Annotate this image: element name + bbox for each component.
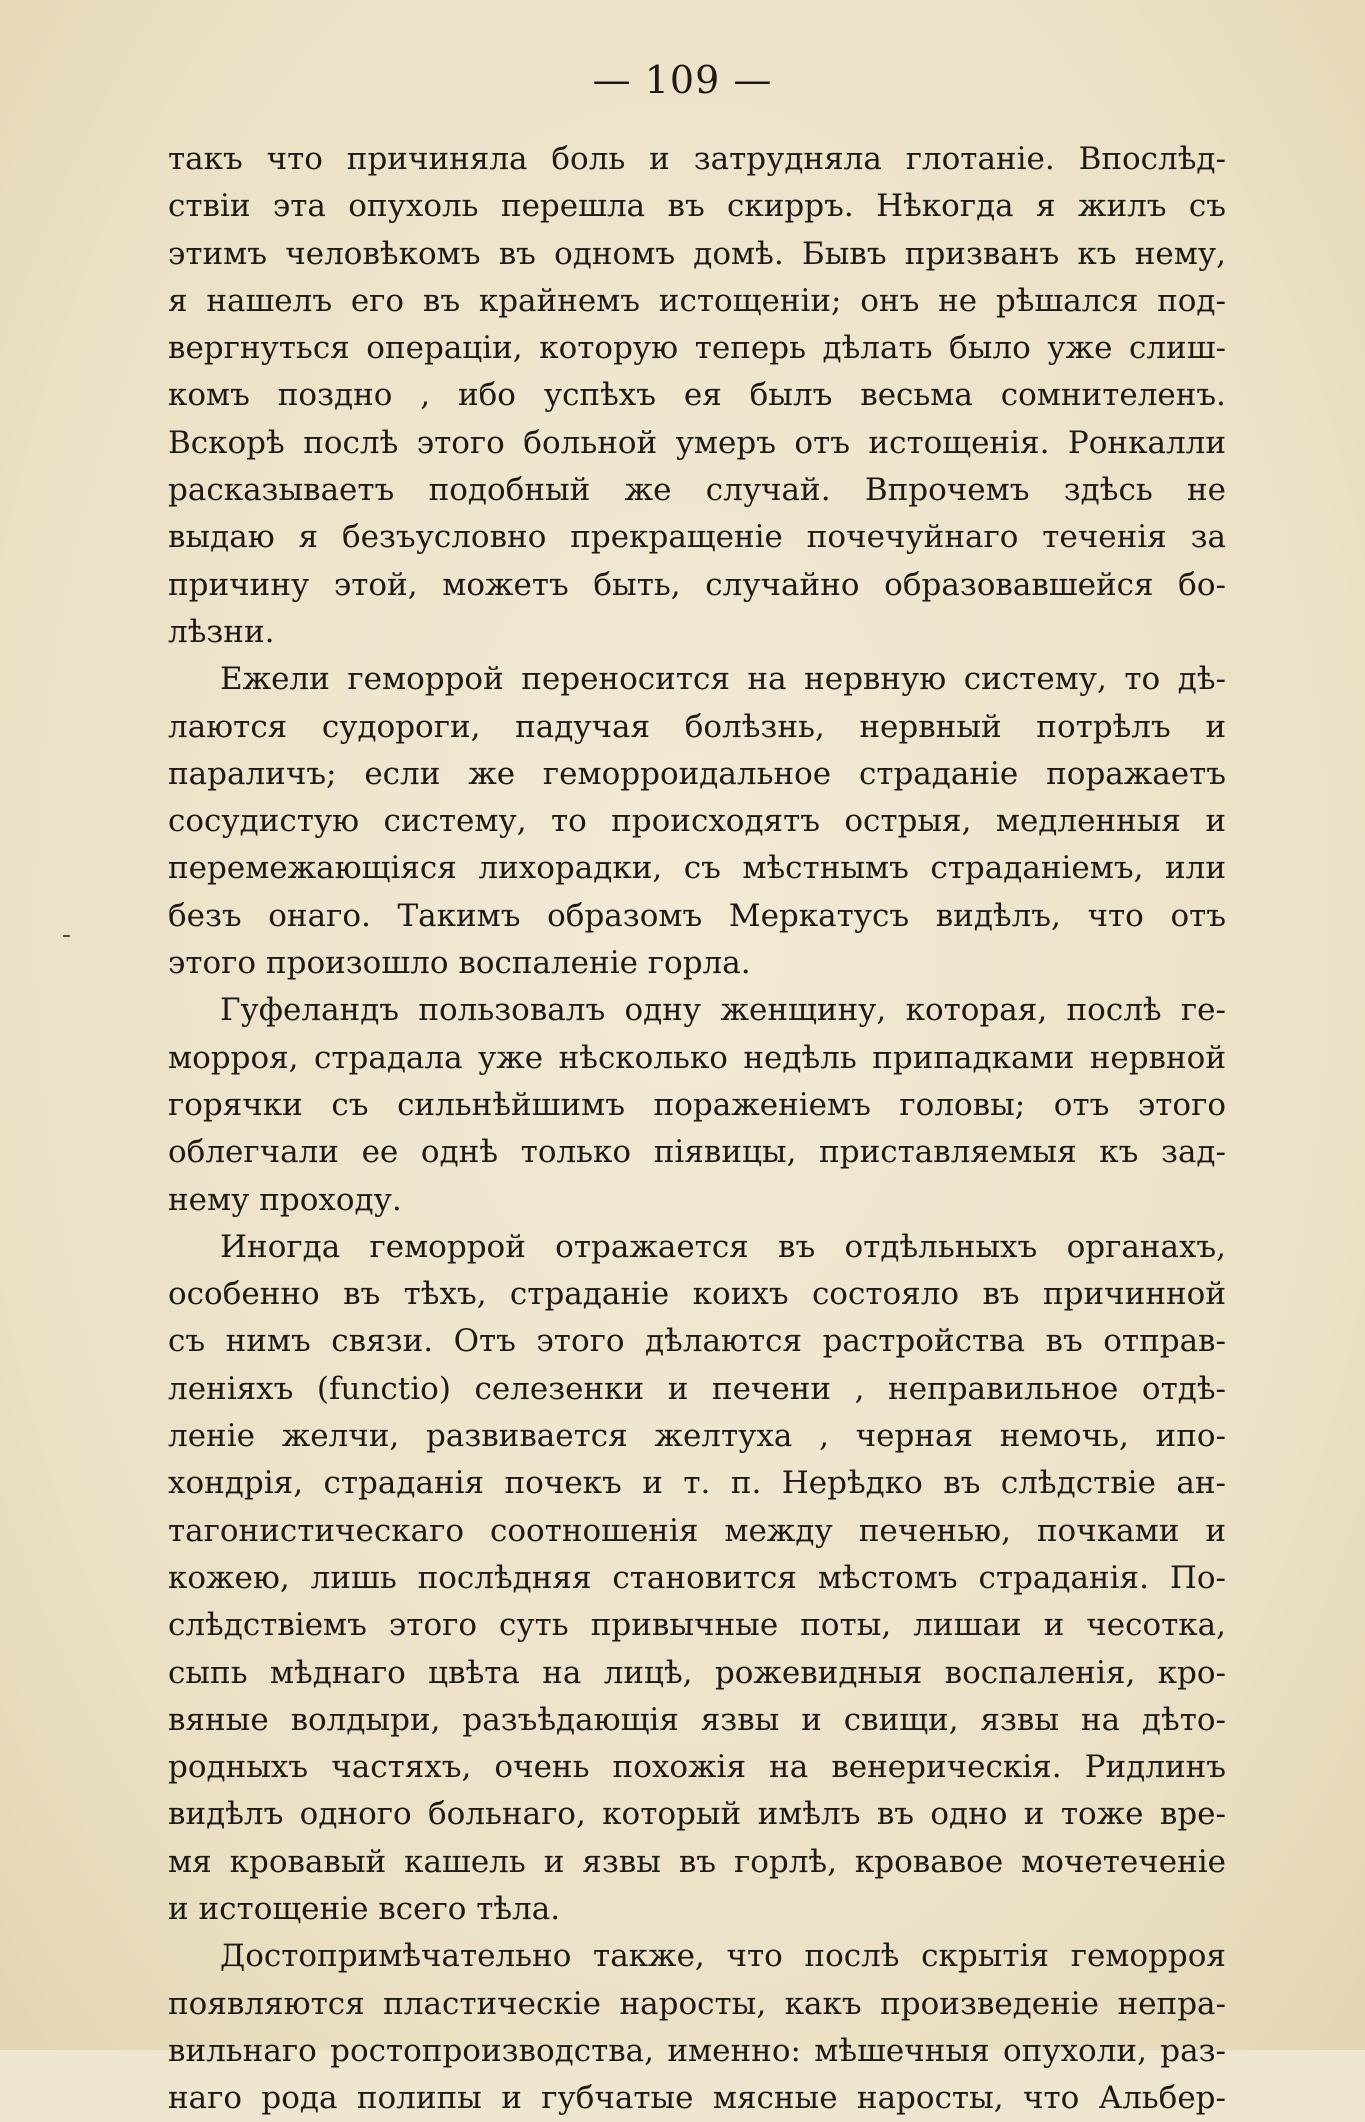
text-line: горячки съ сильнѣйшимъ пораженіемъ головы; отъ этого — [168, 1086, 1226, 1123]
text-line: Ежели геморрой переносится на нервную систему, то дѣ- — [220, 661, 1226, 698]
text-line: комъ поздно , ибо успѣхъ ея былъ весьма сомнителенъ. — [168, 377, 1226, 414]
text-line: такъ что причиняла боль и затрудняла глотаніе. Впослѣд- — [168, 141, 1226, 177]
text-line: тагонистическаго соотношенія между печенью, почками и — [168, 1512, 1226, 1549]
text-line: видѣлъ одного больнаго, который имѣлъ въ одно и тоже вре- — [168, 1796, 1226, 1833]
text-line: леніе желчи, развивается желтуха , черная немочь, ипо- — [168, 1418, 1226, 1455]
margin-mark: - — [62, 920, 71, 950]
text-line: сыпь мѣднаго цвѣта на лицѣ, рожевидныя воспаленія, кро- — [168, 1654, 1226, 1691]
paragraph — [168, 656, 1226, 987]
text-line: Иногда геморрой отражается въ отдѣльныхъ органахъ, — [220, 1228, 1226, 1265]
text-line: слѣдствіемъ этого суть привычные поты, лишаи и чесотка, — [168, 1607, 1226, 1644]
text-line: морроя, страдала уже нѣсколько недѣль припадками нервной — [168, 1039, 1226, 1076]
text-line: этимъ человѣкомъ въ одномъ домѣ. Бывъ призванъ къ нему, — [168, 235, 1226, 272]
text-line: появляются пластическіе наросты, какъ произведеніе непра- — [168, 1985, 1226, 2022]
text-line: облегчали ее однѣ только піявицы, приставляемыя къ зад- — [168, 1134, 1226, 1171]
text-line: перемежающіяся лихорадки, съ мѣстнымъ страданіемъ, или — [168, 850, 1226, 887]
text-line: вергнуться операціи, которую теперь дѣлать было уже слиш- — [168, 330, 1226, 367]
text-line: выдаю я безъусловно прекращеніе почечуйнаго теченія за — [168, 519, 1226, 556]
text-line: съ нимъ связи. Отъ этого дѣлаются растройства въ отправ- — [168, 1323, 1226, 1360]
text-line: родныхъ частяхъ, очень похожія на венерическія. Ридлинъ — [168, 1749, 1226, 1786]
text-line: Гуфеландъ пользовалъ одну женщину, которая, послѣ ге- — [220, 992, 1226, 1029]
paragraph — [168, 1224, 1226, 1933]
text-line: и истощеніе всего тѣла. — [168, 1890, 561, 1927]
text-line: расказываетъ подобный же случай. Впрочемъ здѣсь не — [168, 472, 1226, 509]
text-line: сосудистую систему, то происходятъ острыя, медленныя и — [168, 803, 1226, 840]
text-line: лаются судороги, падучая болѣзнь, нервный потрѣлъ и — [168, 708, 1226, 745]
text-line: особенно въ тѣхъ, страданіе коихъ состояло въ причинной — [168, 1276, 1226, 1313]
text-line: этого произошло воспаленіе горла. — [168, 945, 751, 982]
text-line: хондрія, страданія почекъ и т. п. Нерѣдко въ слѣдствіе ан- — [168, 1465, 1226, 1502]
paragraph — [168, 987, 1226, 1223]
text-line: я нашелъ его въ крайнемъ истощеніи; онъ не рѣшался под- — [168, 282, 1226, 319]
paragraph — [168, 136, 1226, 656]
text-line: Вскорѣ послѣ этого больной умеръ отъ истощенія. Ронкалли — [168, 424, 1226, 461]
text-line: наго рода полипы и губчатые мясные наросты, что Альбер- — [168, 2080, 1226, 2117]
text-line: мя кровавый кашель и язвы въ горлѣ, кровавое мочетеченіе — [168, 1843, 1226, 1880]
text-line: леніяхъ (functio) селезенки и печени , неправильное отдѣ- — [168, 1370, 1226, 1407]
body-text — [168, 136, 1226, 2122]
text-line: вильнаго ростопроизводства, именно: мѣшечныя опухоли, раз- — [168, 2032, 1226, 2069]
text-line: кожею, лишь послѣдняя становится мѣстомъ страданія. По- — [168, 1559, 1226, 1596]
text-line: Достопримѣчательно также, что послѣ скрытія геморроя — [220, 1938, 1226, 1975]
text-line: нему проходу. — [168, 1181, 402, 1218]
text-line: ствіи эта опухоль перешла въ скирръ. Нѣкогда я жилъ съ — [168, 188, 1226, 225]
text-line: безъ онаго. Такимъ образомъ Меркатусъ видѣлъ, что отъ — [168, 897, 1226, 934]
text-line: причину этой, можетъ быть, случайно образовавшейся бо- — [168, 566, 1226, 603]
paragraph — [168, 1933, 1226, 2122]
page-number: — 109 — — [592, 58, 773, 102]
text-line: вяные волдыри, разъѣдающія язвы и свищи, язвы на дѣто- — [168, 1701, 1226, 1738]
text-line: лѣзни. — [168, 613, 275, 650]
text-line: параличъ; если же геморроидальное страданіе поражаетъ — [168, 755, 1226, 792]
